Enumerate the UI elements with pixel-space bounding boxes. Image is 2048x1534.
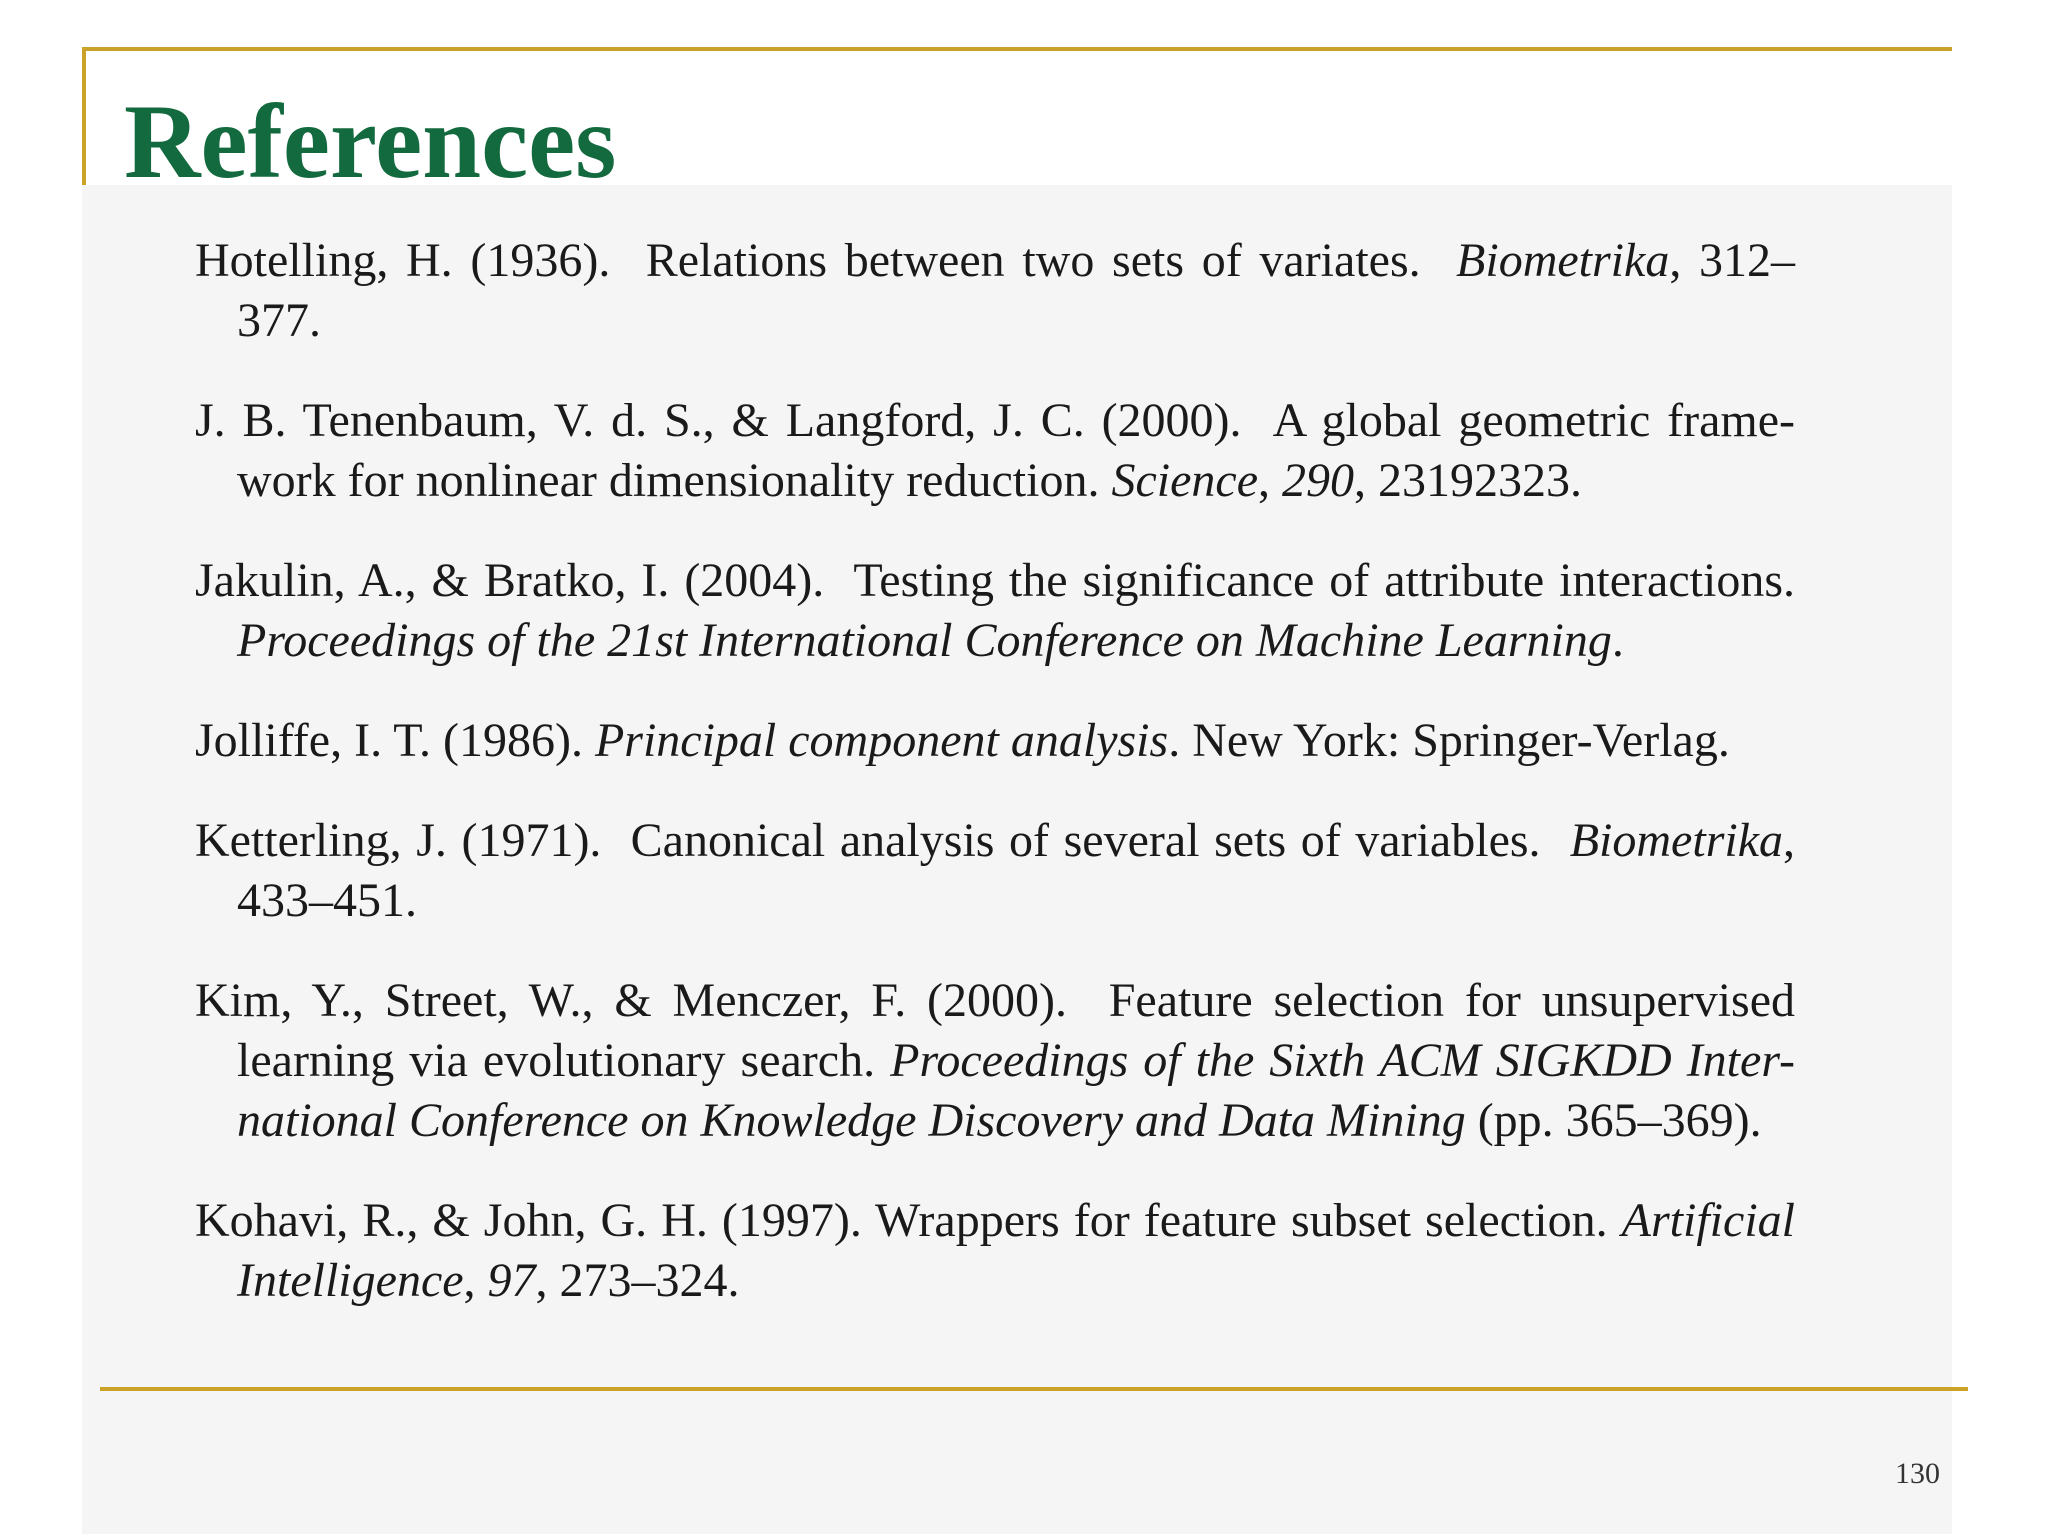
reference-item	[195, 711, 1795, 771]
page-number: 130	[1895, 1457, 1940, 1490]
reference-details: , 273–324.	[535, 1254, 740, 1307]
reference-item	[195, 811, 1795, 931]
reference-venue: Science	[1111, 454, 1259, 507]
reference-authors: Kim, Y., Street, W., & Menczer, F. (2000).	[195, 974, 1068, 1027]
bottom-divider	[100, 1387, 1968, 1391]
reference-authors: Ketterling, J. (1971).	[195, 814, 602, 867]
reference-authors: Jolliffe, I. T. (1986).	[195, 714, 583, 767]
reference-authors: Kohavi, R., & John, G. H. (1997).	[195, 1194, 862, 1247]
reference-separator: ,	[463, 1254, 488, 1307]
reference-venue: Artificial Intelligence	[237, 1194, 1795, 1307]
reference-venue: Biometrika	[1456, 234, 1670, 287]
reference-authors: Hotelling, H. (1936).	[195, 234, 611, 287]
reference-authors: Jakulin, A., & Bratko, I. (2004).	[195, 554, 825, 607]
reference-title: Wrappers for feature subset selection.	[875, 1194, 1608, 1247]
reference-volume: 97	[487, 1254, 536, 1307]
reference-details: , 23192323.	[1354, 454, 1583, 507]
slide-title: References	[124, 83, 617, 200]
reference-separator: ,	[1258, 454, 1283, 507]
reference-item	[195, 231, 1795, 351]
reference-details: , 433–451.	[237, 814, 1796, 927]
reference-item	[195, 1191, 1795, 1311]
left-divider	[82, 47, 86, 185]
reference-item	[195, 971, 1795, 1151]
reference-details: (pp. 365–369).	[1465, 1094, 1762, 1147]
reference-item	[195, 551, 1795, 671]
reference-venue: Proceedings of the Sixth ACM SIGKDD Inter-national Conference on Knowledge Discovery and Data Mining	[237, 1034, 1796, 1147]
top-divider	[82, 47, 1952, 51]
reference-title: A global geometric frame-work for nonlinear dimensionality reduction.	[237, 394, 1795, 507]
reference-volume: 290	[1282, 454, 1355, 507]
reference-title: Testing the significance of attribute interactions.	[853, 554, 1795, 607]
reference-title: Canonical analysis of several sets of variables.	[630, 814, 1541, 867]
reference-details: .	[1611, 614, 1624, 667]
reference-title: Feature selection for unsupervised learning via evolutionary search.	[237, 974, 1796, 1087]
reference-venue: Biometrika	[1569, 814, 1784, 867]
reference-item	[195, 391, 1795, 511]
reference-title: Principal component analysis	[594, 714, 1169, 767]
reference-venue: Proceedings of the 21st International Conference on Machine Learning	[237, 614, 1612, 667]
reference-details: , 312–377.	[237, 234, 1796, 347]
reference-list	[195, 231, 1795, 1351]
reference-title: Relations between two sets of variates.	[645, 234, 1421, 287]
reference-authors: J. B. Tenenbaum, V. d. S., & Langford, J. C. (2000).	[195, 394, 1242, 447]
reference-details: . New York: Springer-Verlag.	[1168, 714, 1730, 767]
